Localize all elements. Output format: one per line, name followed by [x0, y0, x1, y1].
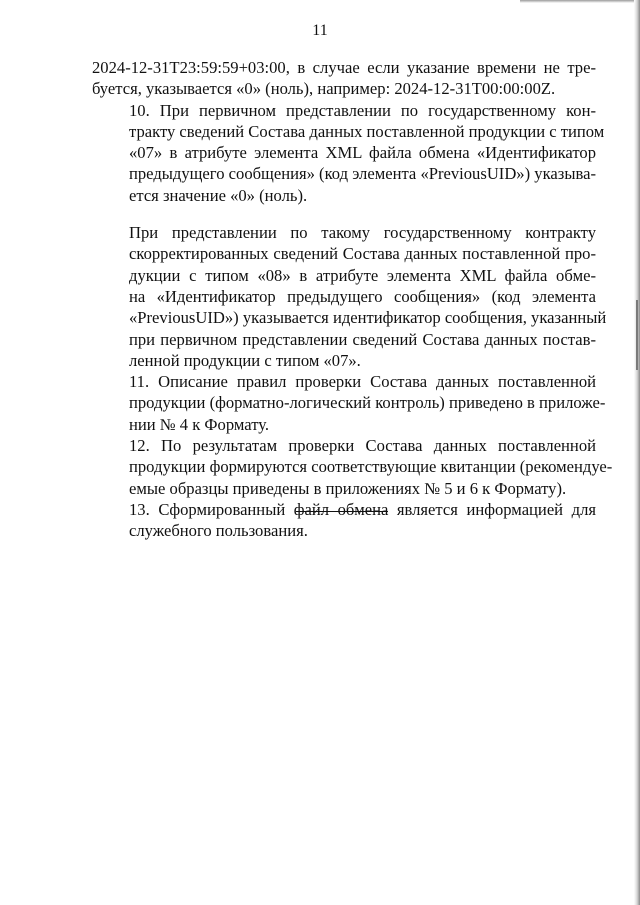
document-body [92, 57, 613, 542]
text-line: при первичном представлении сведений Состава данных постав- [129, 329, 596, 349]
text-line: «07» в атрибуте элемента XML файла обмена «Идентификатор [129, 143, 596, 163]
paragraph-item-10-second [92, 222, 607, 371]
paragraph-item-12 [92, 435, 613, 499]
text-line: скорректированных сведений Состава данных поставленной про- [129, 244, 596, 264]
scan-edge-mark [636, 300, 638, 370]
text-line: дукции с типом «08» в атрибуте элемента XML файла обме- [129, 265, 596, 285]
text-line: предыдущего сообщения» (код элемента «PreviousUID») указыва- [129, 164, 596, 184]
text-line: емые образцы приведены в приложениях № 5 и 6 к Формату). [129, 478, 567, 498]
text-line: «PreviousUID») указывается идентификатор сообщения, указанный [129, 308, 607, 328]
text-line: продукции (форматно-логический контроль) приведено в приложе- [129, 393, 606, 413]
text-line: 10. При первичном представлении по государственному кон- [129, 100, 596, 120]
text-line: ется значение «0» (ноль). [129, 185, 308, 205]
text-line: 13. Сформированный файл обмена является информацией для [129, 499, 596, 519]
text-line: При представлении по такому государственному контракту [129, 223, 596, 243]
page-number: 11 [312, 22, 328, 39]
text-line: 12. По результатам проверки Состава данных поставленной [129, 436, 596, 456]
scan-edge-right [634, 0, 640, 905]
text-line: 2024-12-31T23:59:59+03:00, в случае если указание времени не тре- [92, 58, 596, 77]
text-line: ленной продукции с типом «07». [129, 350, 361, 370]
text-line: 11. Описание правил проверки Состава данных поставленной [129, 372, 596, 392]
text-line: тракту сведений Состава данных поставленной продукции с типом [129, 121, 605, 141]
text-line: на «Идентификатор предыдущего сообщения» (код элемента [129, 286, 596, 306]
paragraph-item-10 [92, 100, 605, 206]
paragraph-item-13 [92, 499, 596, 542]
text-line: продукции формируются соответствующие квитанции (рекомендуе- [129, 457, 613, 477]
paragraph-item-11 [92, 371, 606, 435]
end-divider [296, 511, 388, 512]
paragraph-continuation [92, 57, 596, 100]
scan-edge-top [520, 0, 640, 3]
text-line: нии № 4 к Формату. [129, 414, 270, 434]
text-line: служебного пользования. [129, 521, 308, 541]
text-line: буется, указывается «0» (ноль), например: 2024-12-31T00:00:00Z. [92, 79, 556, 99]
